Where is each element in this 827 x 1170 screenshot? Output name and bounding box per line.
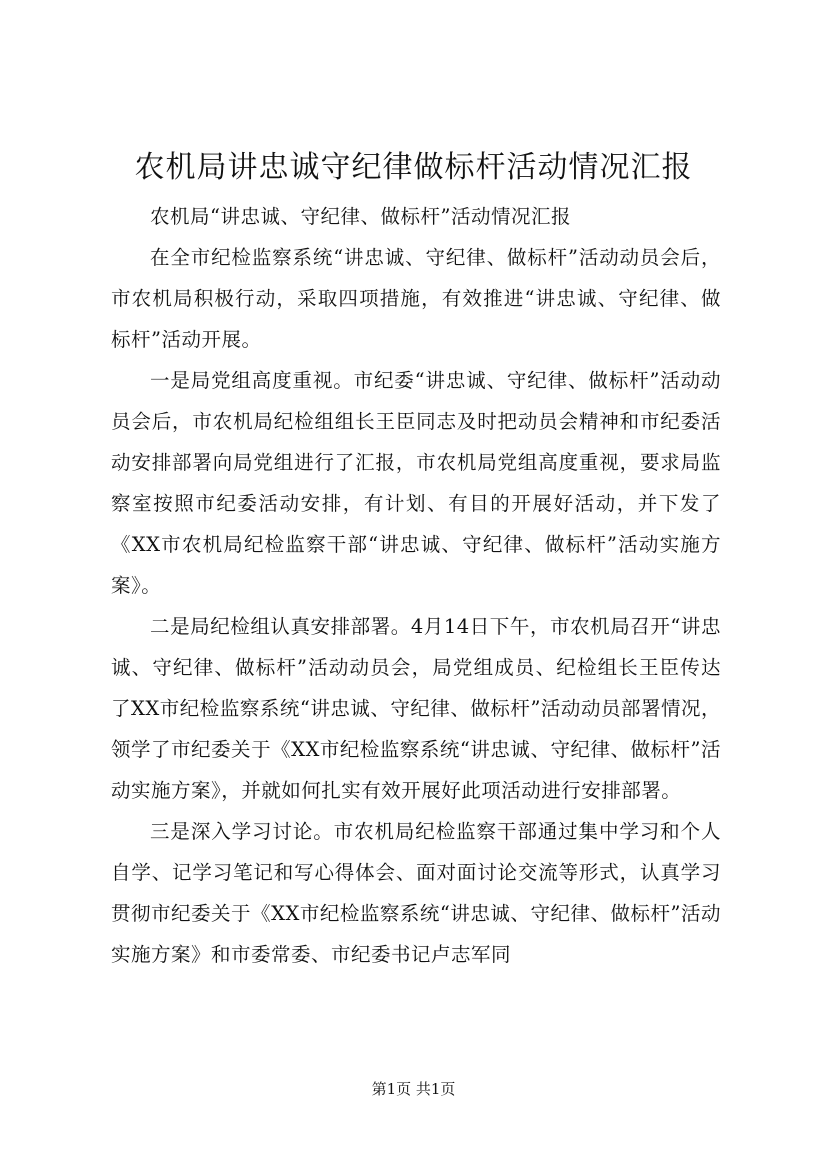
paragraph-intro: 在全市纪检监察系统“讲忠诚、守纪律、做标杆”活动动员会后，市农机局积极行动，采取四项措施，有效推进“讲忠诚、守纪律、做标杆”活动开展。	[111, 246, 721, 351]
paragraph-subtitle: 农机局“讲忠诚、守纪律、做标杆”活动情况汇报	[150, 205, 571, 228]
paragraph-measure-2: 二是局纪检组认真安排部署。4月14日下午，市农机局召开“讲忠诚、守纪律、做标杆”活动动员会，局党组成员、纪检组长王臣传达了XX市纪检监察系统“讲忠诚、守纪律、做标杆”活动动员部署情况，领学了市纪委关于《XX市纪检监察系统“讲忠诚、守纪律、做标杆”活动实施方案》，并就如何扎实有效开展好此项活动进行安排部署。	[111, 615, 721, 802]
paragraph-measure-3: 三是深入学习讨论。市农机局纪检监察干部通过集中学习和个人自学、记学习笔记和写心得体会、面对面讨论交流等形式，认真学习贯彻市纪委关于《XX市纪检监察系统“讲忠诚、守纪律、做标杆”活动实施方案》和市委常委、市纪委书记卢志军同	[111, 820, 721, 966]
document-body	[111, 196, 721, 975]
paragraph-measure-1: 一是局党组高度重视。市纪委“讲忠诚、守纪律、做标杆”活动动员会后，市农机局纪检组组长王臣同志及时把动员会精神和市纪委活动安排部署向局党组进行了汇报，市农机局党组高度重视，要求局监察室按照市纪委活动安排，有计划、有目的开展好活动，并下发了《XX市农机局纪检监察干部“讲忠诚、守纪律、做标杆”活动实施方案》。	[111, 369, 721, 597]
page-footer: 第1页 共1页	[371, 1080, 456, 1098]
document-title: 农机局讲忠诚守纪律做标杆活动情况汇报	[134, 150, 693, 185]
